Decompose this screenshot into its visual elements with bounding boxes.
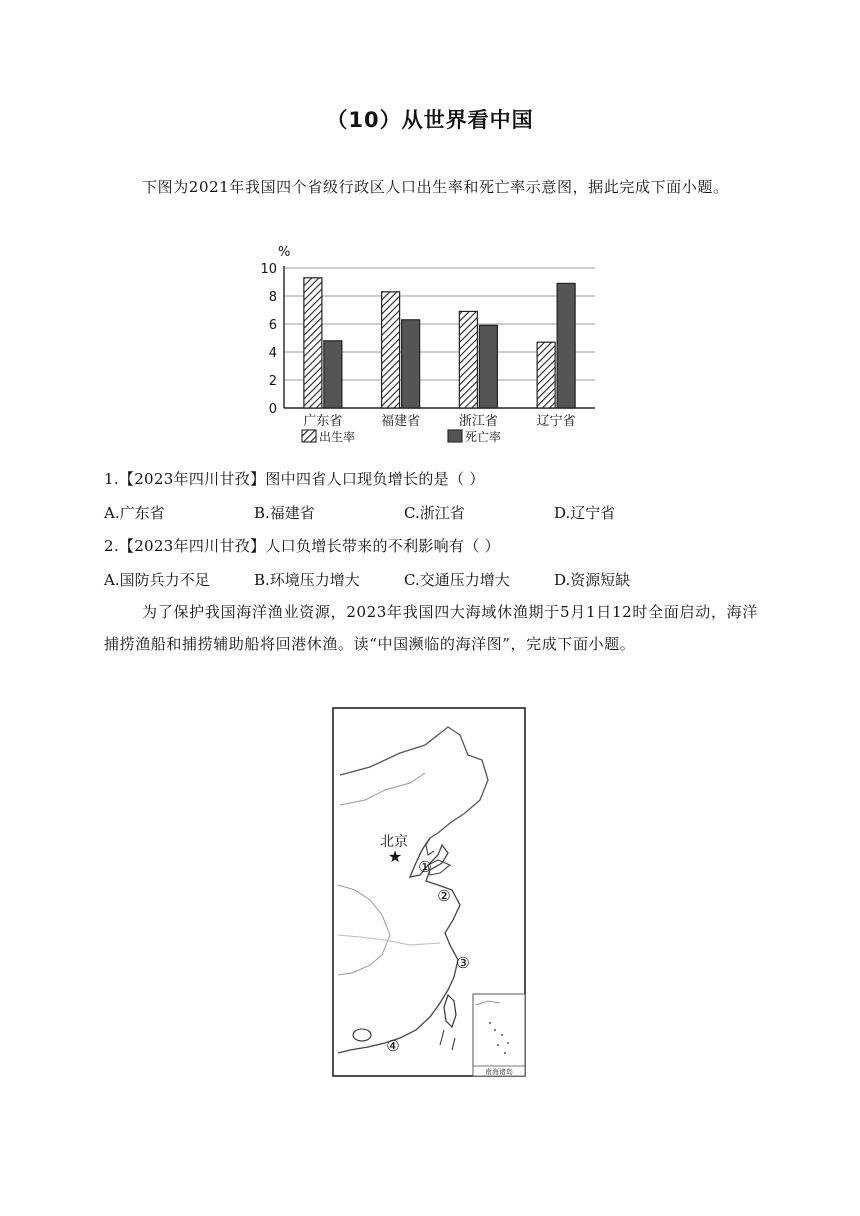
q1-option-a[interactable]: A.广东省	[104, 504, 165, 522]
x-tick-0: 广东省	[303, 414, 343, 429]
bar-birth-0	[304, 278, 322, 408]
legend-label-1: 死亡率	[465, 430, 502, 444]
sea-marker-2: ②	[437, 887, 451, 905]
legend-swatch-0	[302, 430, 316, 442]
q2-option-c[interactable]: C.交通压力增大	[404, 571, 510, 589]
legend-swatch-1	[448, 430, 462, 442]
q1-option-b[interactable]: B.福建省	[254, 504, 315, 522]
sea-marker-3: ③	[456, 954, 470, 972]
q2-option-d[interactable]: D.资源短缺	[554, 571, 631, 589]
y-unit-label: %	[278, 245, 291, 260]
bar-death-3	[557, 283, 575, 408]
legend-label-0: 出生率	[319, 430, 356, 444]
y-tick-4: 4	[268, 346, 277, 361]
intro-paragraph-1: 下图为2021年我国四个省级行政区人口出生率和死亡率示意图，据此完成下面小题。	[142, 178, 729, 196]
china-seas-map	[330, 705, 530, 1079]
intro-paragraph-2: 为了保护我国海洋渔业资源，2023年我国四大海域休渔期于5月1日12时全面启动，海洋捕捞渔船和捕捞辅助船将回港休渔。读“中国濒临的海洋图”，完成下面小题。	[104, 603, 758, 653]
page-title: （10）从世界看中国	[326, 108, 534, 132]
question-2-stem: 2.【2023年四川甘孜】人口负增长带来的不利影响有（ ）	[104, 537, 500, 555]
question-1-stem: 1.【2023年四川甘孜】图中四省人口现负增长的是（ ）	[104, 470, 485, 488]
x-tick-3: 辽宁省	[536, 414, 576, 429]
q1-option-d[interactable]: D.辽宁省	[554, 504, 616, 522]
sea-marker-1: ①	[418, 858, 432, 876]
bar-birth-1	[382, 292, 400, 408]
beijing-star-icon: ★	[387, 847, 403, 866]
q2-option-a[interactable]: A.国防兵力不足	[104, 571, 210, 589]
x-tick-2: 浙江省	[458, 414, 498, 429]
x-tick-1: 福建省	[381, 414, 421, 429]
south-sea-inset	[473, 994, 525, 1076]
y-tick-8: 8	[268, 290, 277, 305]
y-tick-6: 6	[268, 318, 277, 333]
y-tick-0: 0	[268, 402, 277, 417]
sea-marker-4: ④	[386, 1037, 400, 1055]
y-tick-10: 10	[260, 262, 277, 277]
bar-death-2	[479, 325, 497, 408]
population-bar-chart	[250, 240, 610, 455]
bar-birth-2	[459, 311, 477, 408]
bar-birth-3	[537, 342, 555, 408]
inset-label: 南海诸岛	[485, 1068, 513, 1076]
y-tick-2: 2	[268, 374, 277, 389]
bar-death-0	[324, 341, 342, 408]
beijing-label: 北京	[380, 834, 408, 850]
q2-option-b[interactable]: B.环境压力增大	[254, 571, 360, 589]
hainan	[353, 1029, 371, 1041]
bar-death-1	[402, 320, 420, 408]
q1-option-c[interactable]: C.浙江省	[404, 504, 465, 522]
